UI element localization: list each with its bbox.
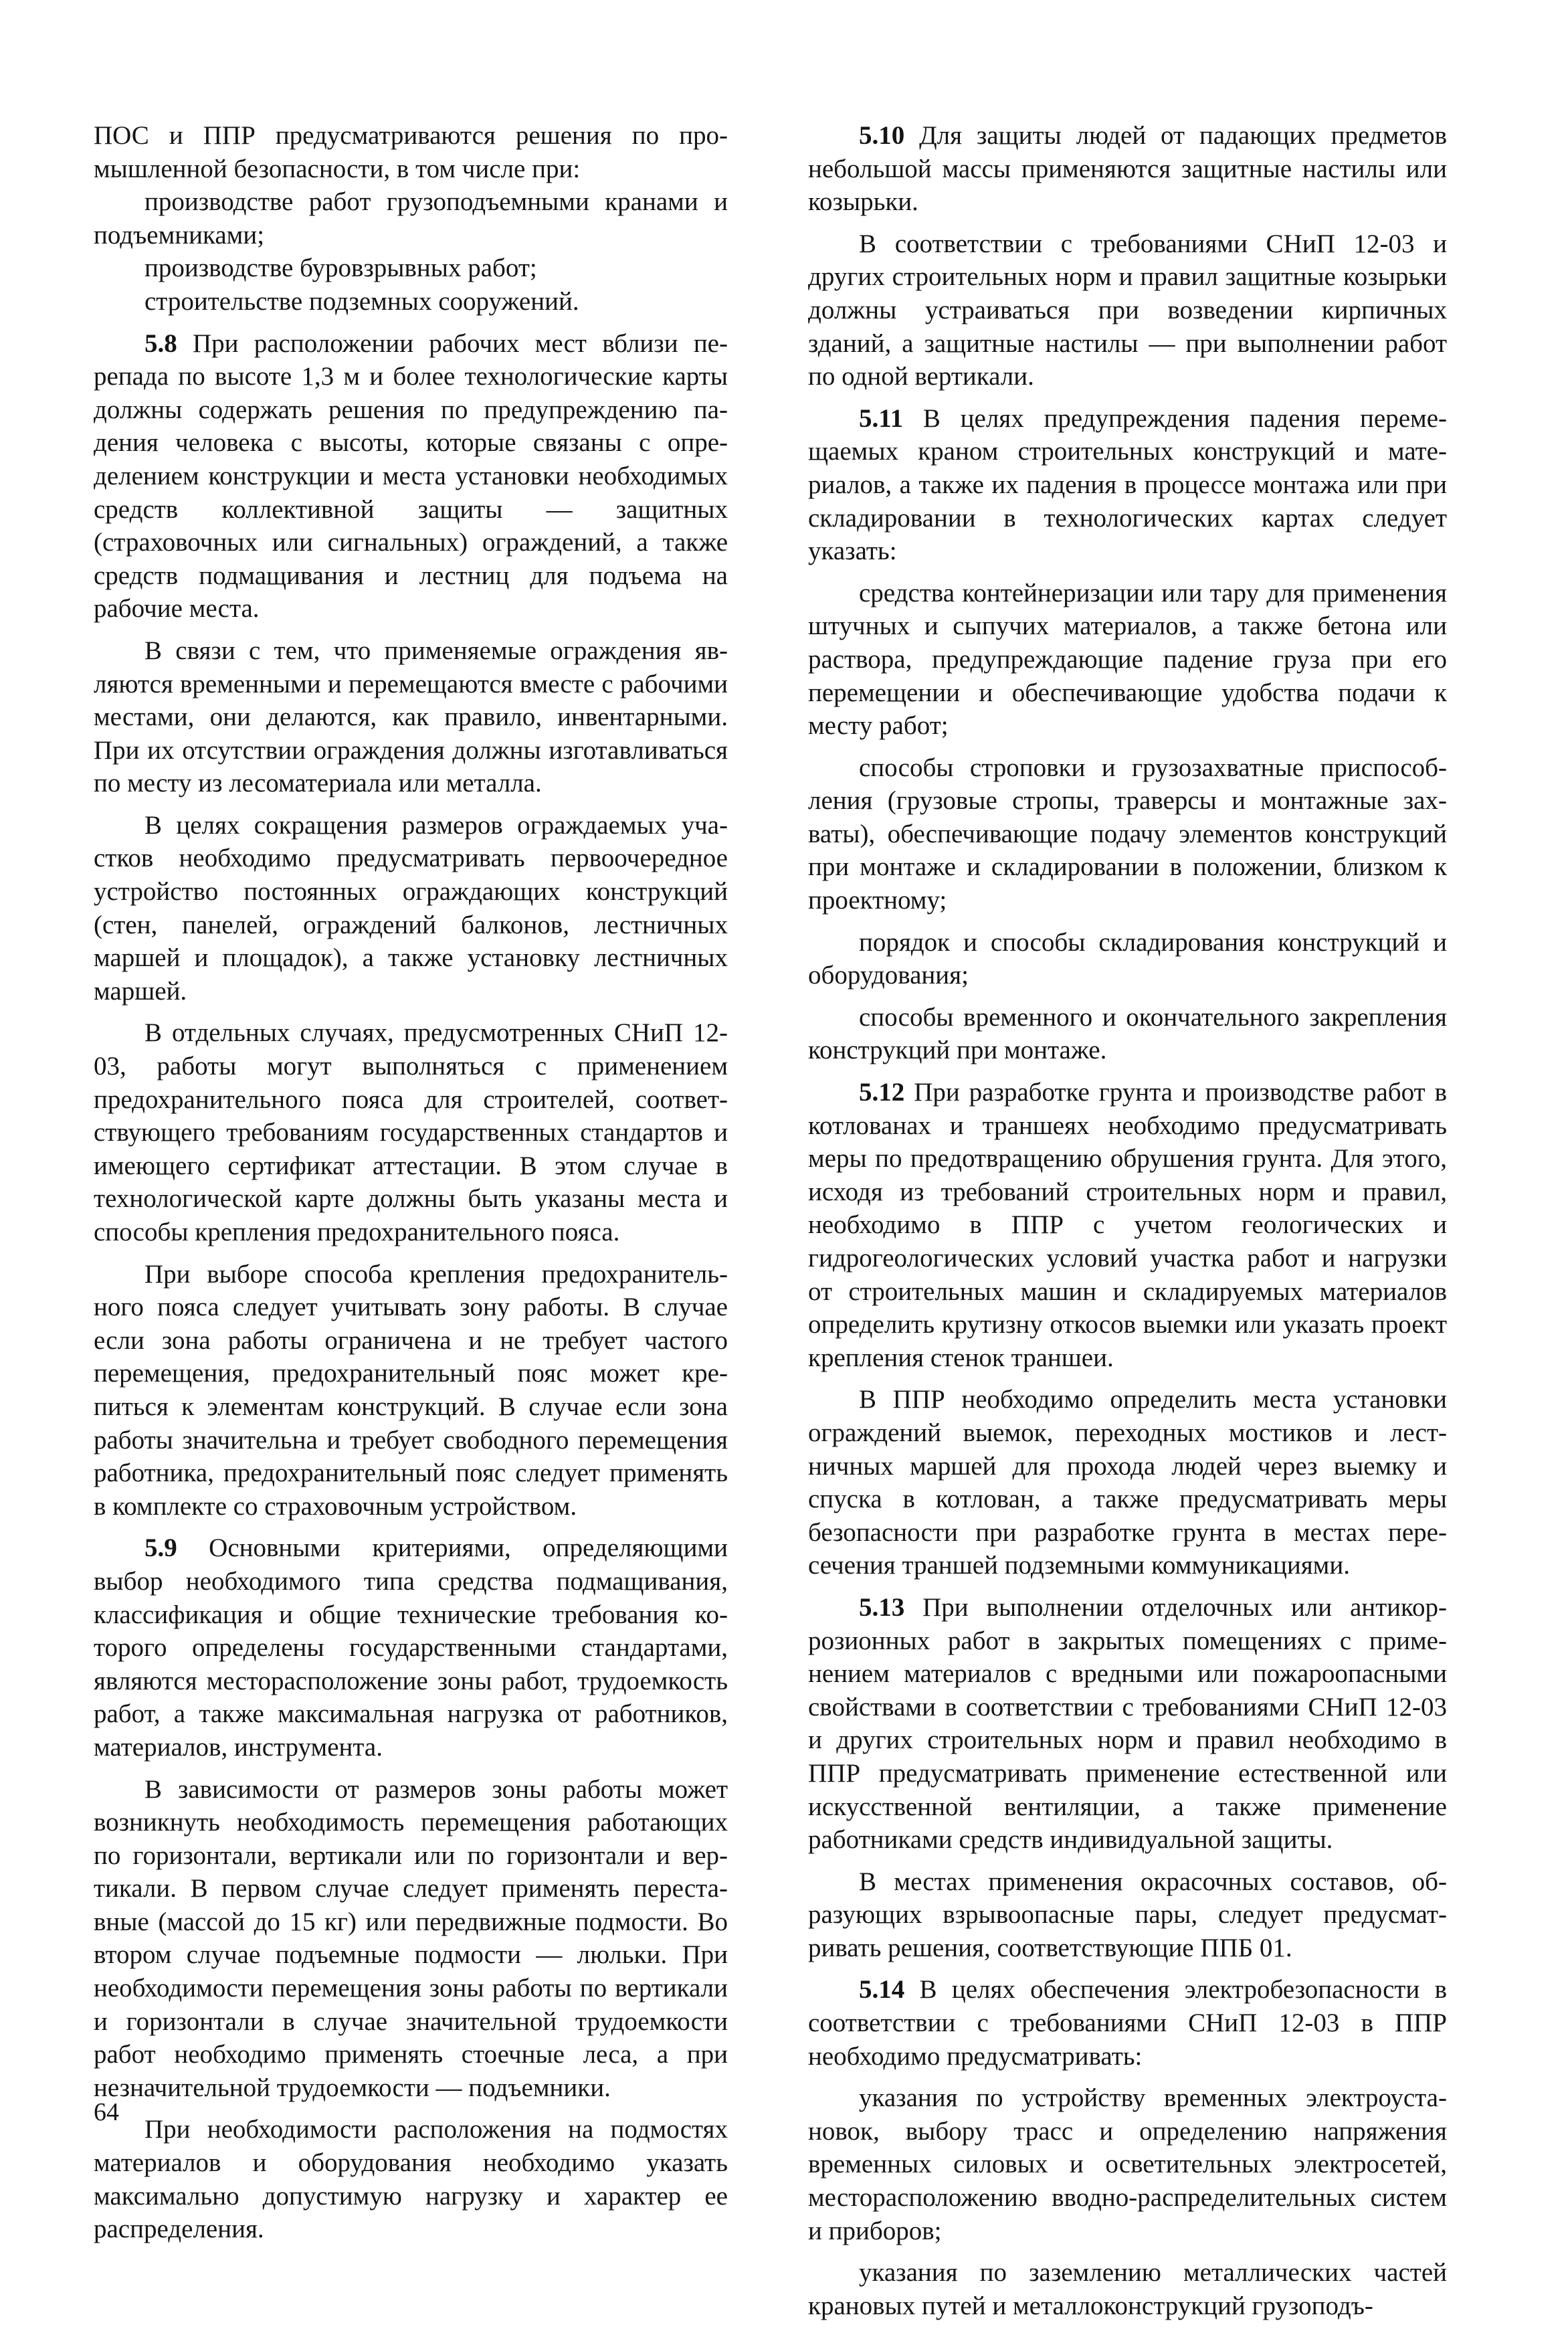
paragraph: В связи с тем, что применяемые ограждения являются временными и перемещаются вместе с рабочими местами, они делаются, как правило, инвентарными. При их отсутствии ограждения должны изготавливаться по месту из лесоматериала или металла. — [94, 636, 728, 798]
clause-number: 5.10 — [859, 121, 905, 150]
paragraph: В местах применения окрасочных составов, образующих взрывоопасные пары, следует предусматривать решения, соответствующие ППБ 01. — [808, 1867, 1447, 1962]
list-item: строительстве подземных сооружений. — [144, 286, 579, 316]
list-item: указания по устройству временных электроустановок, выбору трасс и определению напряжения временных силовых и осветительных электросетей, месторасположению вводно-распределительных систем и приборов; — [808, 2083, 1447, 2245]
section-5-13: 5.13 При выполнении отделочных или антикоррозионных работ в закрытых помещениях с применением материалов с вредными или пожароопасными свойствами в соответствии с требованиями СНиП 12-03 и других строительных норм и правил необходимо в ППР предусматривать применение естественной или искусственной вентиляции, а также применение работниками средств индивидуальной защиты. — [808, 1592, 1448, 1855]
list-item: производстве буровзрывных работ; — [144, 254, 537, 283]
clause-number: 5.8 — [144, 329, 177, 358]
list-item: указания по заземлению металлических частей крановых путей и металлоконструкций грузоподъ- — [808, 2258, 1447, 2320]
clause-number: 5.11 — [859, 403, 904, 433]
list-item: производстве работ грузоподъемными кранами и подъемниками; — [94, 187, 728, 250]
clause-number: 5.9 — [144, 1533, 177, 1563]
list-item: порядок и способы складирования конструкций и оборудования; — [808, 927, 1447, 990]
section-5-8: 5.8 При расположении рабочих мест вблизи перепада по высоте 1,3 м и более технологические карты должны содержать решения по предупреждению падения человека с высоты, которые связаны с определением конструкции и места установки необходимых средств коллективной защиты — защитных (страховочных или сигнальных) ограждений, а также средств подмащивания и лестниц для подъема на рабочие места. — [94, 329, 728, 624]
left-column — [94, 119, 728, 2255]
section-5-10: 5.10 Для защиты людей от падающих предметов небольшой массы применяются защитные настилы или козырьки. — [808, 121, 1448, 217]
section-5-11: 5.11 В целях предупреждения падения перемещаемых краном строительных конструкций и материалов, а также их падения в процессе монтажа или при складировании в технологических картах следует указать: — [808, 403, 1447, 566]
paragraph: В целях сокращения размеров ограждаемых участков необходимо предусматривать первоочередное устройство постоянных ограждающих конструкций (стен, панелей, ограждений балконов, лестничных маршей и площадок), а также установку лестничных маршей. — [94, 810, 728, 1006]
section-5-14: 5.14 В целях обеспечения электробезопасности в соответствии с требованиями СНиП 12-03 в ППР необходимо предусматривать: — [808, 1975, 1447, 2071]
right-column — [808, 119, 1447, 2331]
paragraph: В отдельных случаях, предусмотренных СНиП 12-03, работы могут выполняться с применением предохранительного пояса для строителей, соответствующего требованиям государственных стандартов и имеющего сертификат аттестации. В этом случае в технологической карте должны быть указаны места и способы крепления предохранительного пояса. — [94, 1018, 728, 1246]
paragraph: ПОС и ППР предусматриваются решения по промышленной безопасности, в том числе при: — [94, 121, 728, 183]
section-5-12: 5.12 При разработке грунта и производстве работ в котлованах и траншеях необходимо предусматривать меры по предотвращению обрушения грунта. Для этого, исходя из требований строительных норм и правил, необходимо в ППР с учетом геологических и гидрогеологических условий участка работ и нагрузки от строительных машин и складируемых материалов определить крутизну откосов выемки или указать проект крепления стенок траншеи. — [808, 1078, 1447, 1372]
list-item: способы временного и окончательного закрепления конструкций при монтаже. — [808, 1002, 1447, 1065]
clause-number: 5.12 — [859, 1078, 905, 1107]
section-5-9: 5.9 Основными критериями, определяющими выбор необходимого типа средства подмащивания, классификация и общие технические требования которого определены государственными стандартами, являются месторасположение зоны работ, трудоемкость работ, а также максимальная нагрузка от работников, материалов, инструмента. — [94, 1533, 728, 1762]
clause-number: 5.13 — [859, 1592, 905, 1622]
paragraph: В ППР необходимо определить места установки ограждений выемок, переходных мостиков и лестничных маршей для прохода людей через выемку и спуска в котлован, а также предусматривать меры безопасности при разработке грунта в местах пересечения траншей подземными коммуникациями. — [808, 1385, 1447, 1580]
paragraph: При необходимости расположения на подмостях материалов и оборудования необходимо указать максимально допустимую нагрузку и характер ее распределения. — [94, 2115, 728, 2244]
paragraph: В зависимости от размеров зоны работы может возникнуть необходимость перемещения работающих по горизонтали, вертикали или по горизонтали и вертикали. В первом случае следует применять переставные (массой до 15 кг) или передвижные подмости. Во втором случае подъемные подмости — люльки. При необходимости перемещения зоны работы по вертикали и горизонтали в случае значительной трудоемкости работ необходимо применять стоечные леса, а при незначительной трудоемкости — подъемники. — [94, 1774, 728, 2102]
page-number: 64 — [94, 2098, 119, 2126]
paragraph: При выборе способа крепления предохранительного пояса следует учитывать зону работы. В случае если зона работы ограничена и не требует частого перемещения, предохранительный пояс может крепиться к элементам конструкций. В случае если зона работы значительна и требует свободного перемещения работника, предохранительный пояс следует применять в комплекте со страховочным устройством. — [94, 1259, 728, 1521]
clause-number: 5.14 — [859, 1975, 905, 2004]
list-item: способы строповки и грузозахватные приспособления (грузовые стропы, траверсы и монтажные захваты), обеспечивающие подачу элементов конструкций при монтаже и складировании в положении, близком к проектному; — [808, 753, 1447, 915]
paragraph: В соответствии с требованиями СНиП 12-03 и других строительных норм и правил защитные козырьки должны устраиваться при возведении кирпичных зданий, а защитные настилы — при выполнении работ по одной вертикали. — [808, 229, 1447, 391]
list-item: средства контейнеризации или тару для применения штучных и сыпучих материалов, а также бетона или раствора, предупреждающие падение груза при его перемещении и обеспечивающие удобства подачи к месту работ; — [808, 578, 1447, 741]
